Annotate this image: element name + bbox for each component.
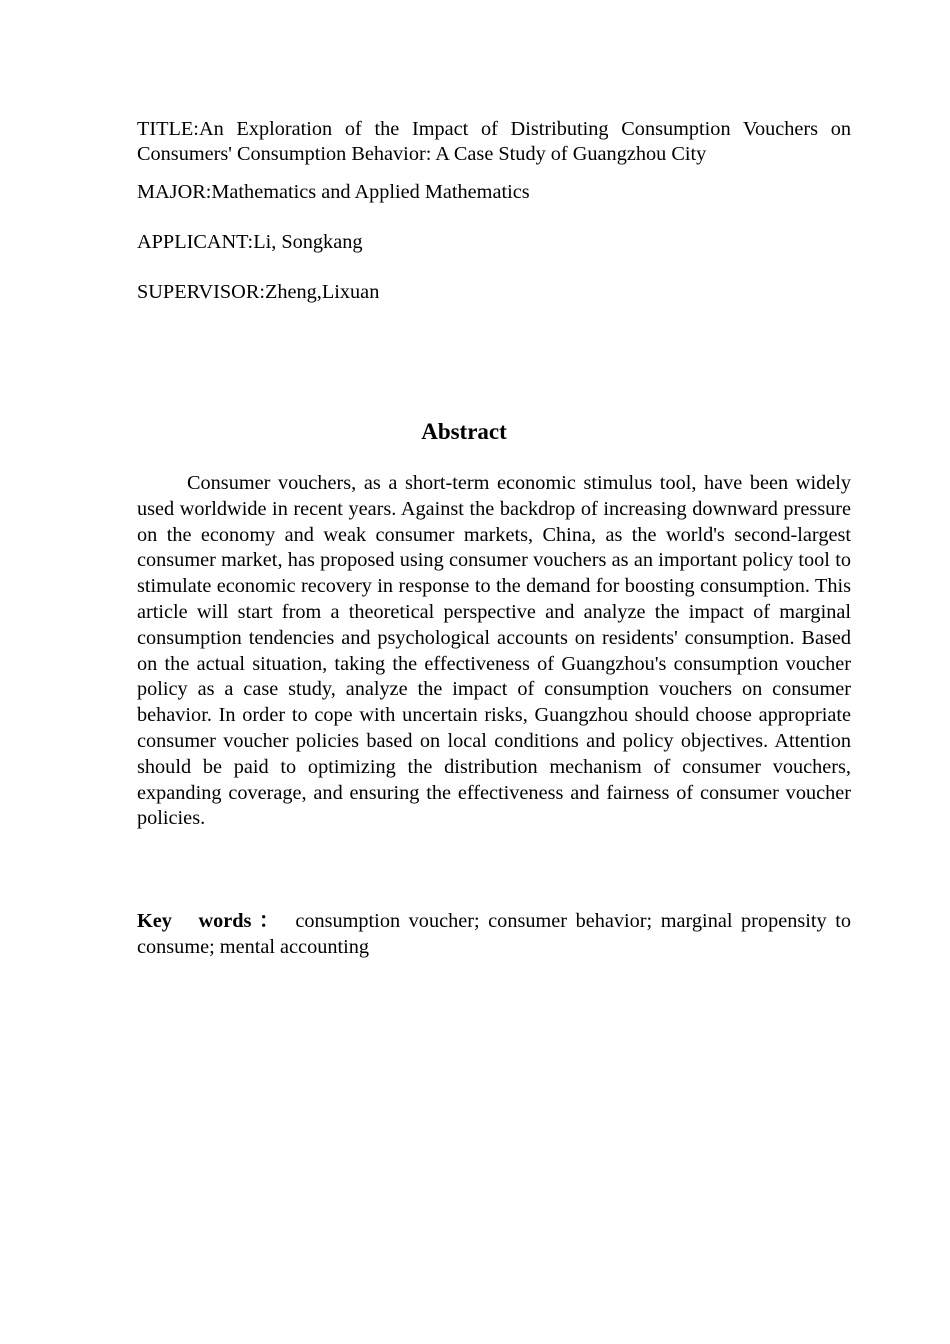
applicant-label: APPLICANT: — [137, 231, 254, 253]
keywords-text: consumption voucher; consumer behavior; marginal propensity to consume; mental accounting — [137, 910, 851, 958]
thesis-applicant — [137, 230, 362, 255]
thesis-title — [137, 117, 851, 167]
keywords-label: Key words — [137, 910, 252, 932]
supervisor-text: Zheng,Lixuan — [265, 281, 380, 303]
abstract-body: Consumer vouchers, as a short-term economic stimulus tool, have been widely used worldwide in recent years. Against the backdrop of increasing downward pressure on the economy and weak consumer markets, China, as the world's second-largest consumer market, has proposed using consumer vouchers as an important policy tool to stimulate economic recovery in response to the demand for boosting consumption. This article will start from a theoretical perspective and analyze the impact of marginal consumption tendencies and psychological accounts on residents' consumption. Based on the actual situation, taking the effectiveness of Guangzhou's consumption voucher policy as a case study, analyze the impact of consumption vouchers on consumer behavior. In order to cope with uncertain risks, Guangzhou should choose appropriate consumer voucher policies based on local conditions and policy objectives. Attention should be paid to optimizing the distribution mechanism of consumer vouchers, expanding coverage, and ensuring the effectiveness and fairness of consumer voucher policies. — [137, 472, 851, 830]
keywords-colon: ： — [255, 910, 283, 932]
keywords-section — [137, 909, 851, 961]
thesis-major — [137, 180, 530, 205]
applicant-text: Li, Songkang — [253, 231, 363, 253]
title-text: An Exploration of the Impact of Distributing Consumption Vouchers on Consumers' Consumption Behavior: A Case Study of Guangzhou City — [137, 118, 851, 165]
major-label: MAJOR: — [137, 181, 212, 203]
abstract-heading: Abstract — [421, 419, 507, 444]
major-text: Mathematics and Applied Mathematics — [211, 181, 530, 203]
supervisor-label: SUPERVISOR: — [137, 281, 265, 303]
title-label: TITLE: — [137, 118, 199, 140]
thesis-supervisor — [137, 280, 379, 305]
